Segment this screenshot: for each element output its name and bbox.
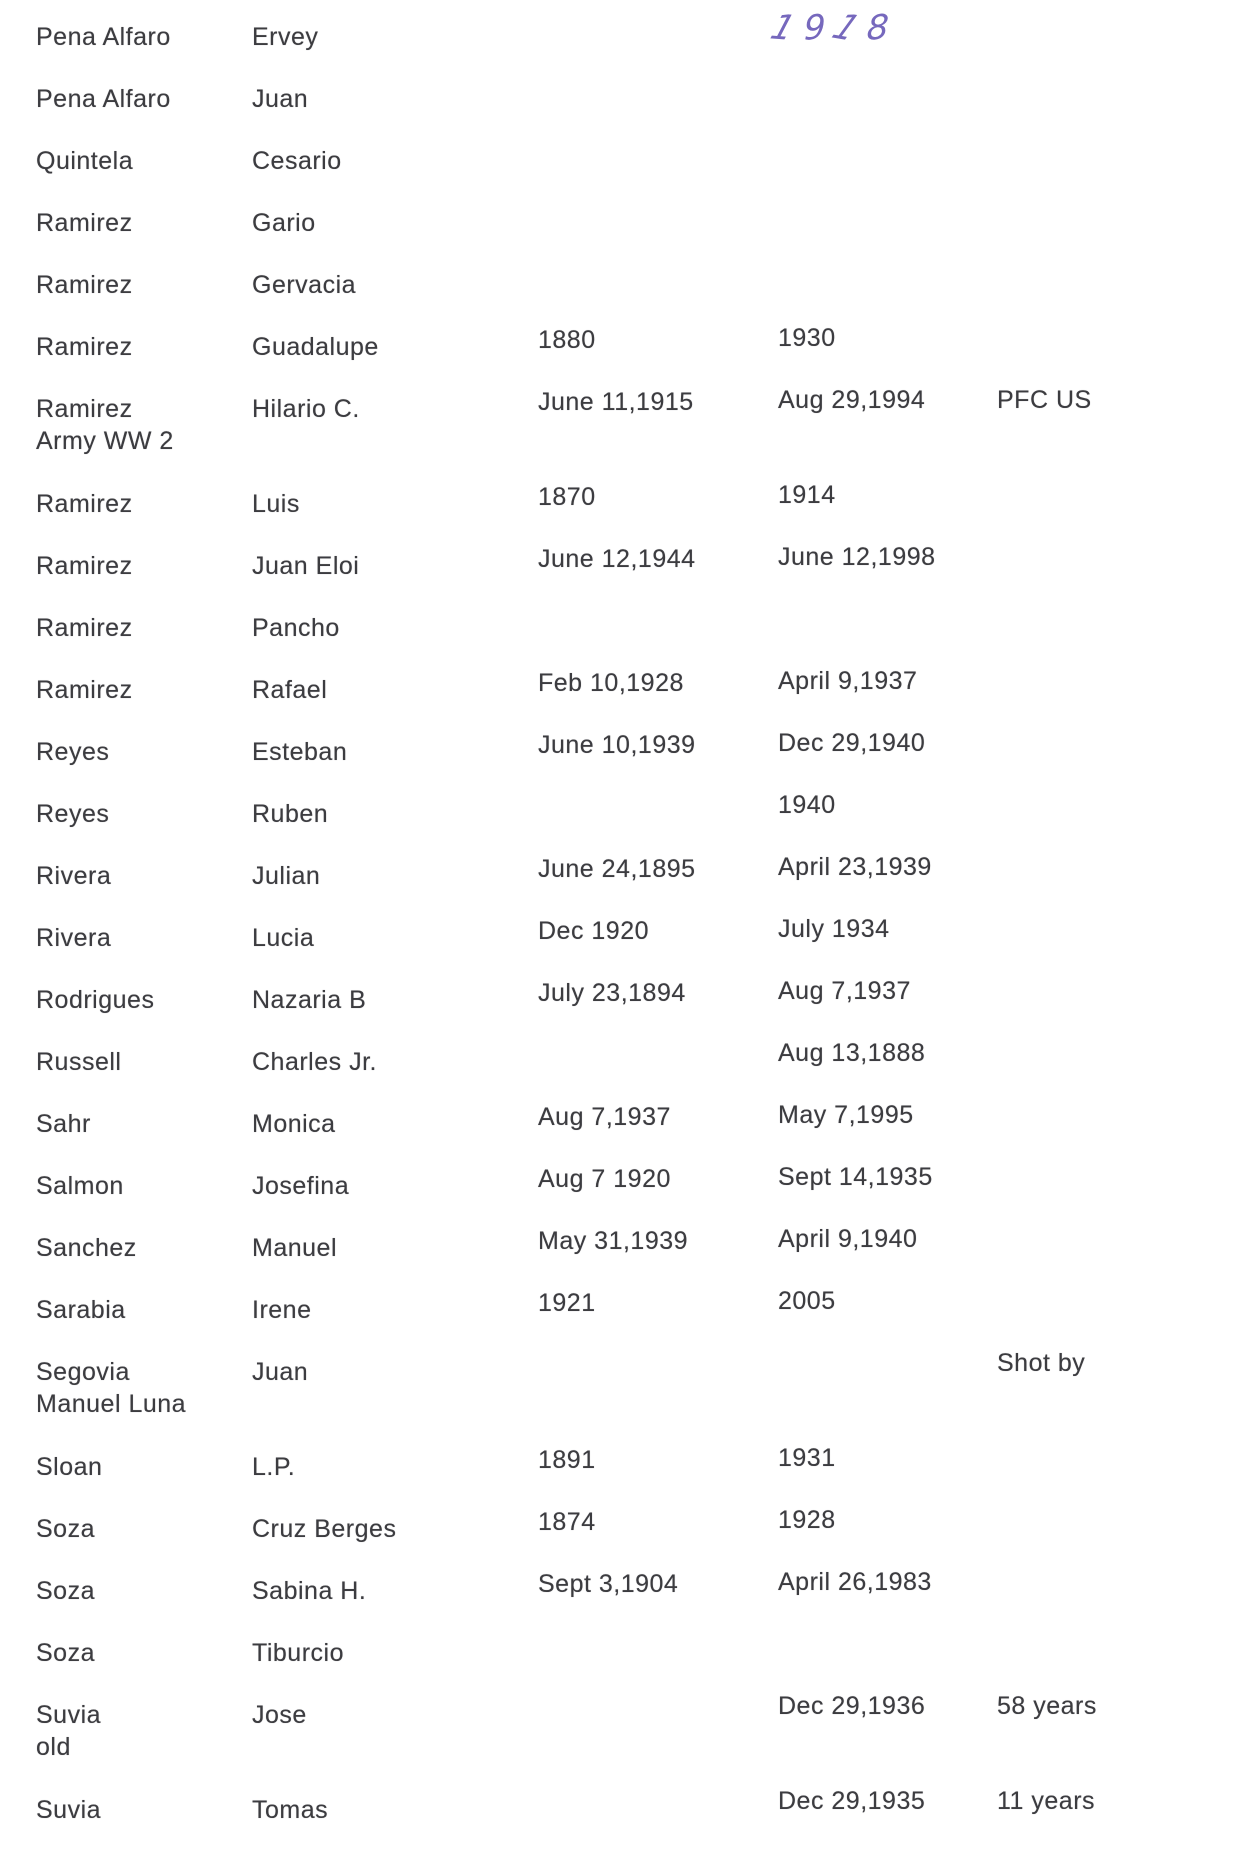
given-name-cell: Ervey: [252, 23, 319, 51]
birth-date-cell: Aug 7,1937: [538, 1103, 671, 1131]
record-row: [0, 613, 1248, 675]
note-cell: PFC US: [997, 386, 1092, 414]
surname-text: Ramirez: [36, 333, 133, 361]
surname-second-line: Manuel Luna: [36, 1390, 187, 1418]
surname-cell: [36, 208, 248, 240]
death-date-cell: April 9,1940: [778, 1225, 918, 1253]
given-name-cell: Tiburcio: [252, 1639, 344, 1667]
surname-text: Ramirez: [36, 614, 133, 642]
given-name-cell: Manuel: [252, 1234, 337, 1262]
death-date-cell: Aug 13,1888: [778, 1039, 926, 1067]
record-row: [0, 791, 1248, 861]
record-row: [0, 1568, 1248, 1638]
given-name-cell: Juan: [252, 85, 309, 113]
surname-cell: [36, 551, 248, 583]
given-name-cell: Gario: [252, 209, 316, 237]
record-row: [0, 543, 1248, 613]
death-date-cell: May 7,1995: [778, 1101, 914, 1129]
given-name-cell: Ruben: [252, 800, 329, 828]
death-date-cell: Aug 7,1937: [778, 977, 911, 1005]
surname-text: Quintela: [36, 147, 134, 175]
record-row: [0, 1787, 1248, 1857]
surname-text: Rodrigues: [36, 986, 155, 1014]
surname-cell: [36, 923, 248, 955]
record-row: [0, 1039, 1248, 1109]
surname-text: Ramirez: [36, 552, 133, 580]
surname-text: Salmon: [36, 1172, 124, 1200]
surname-text: Reyes: [36, 800, 110, 828]
surname-text: Ramirez: [36, 490, 133, 518]
birth-date-cell: July 23,1894: [538, 979, 686, 1007]
death-date-cell: 1930: [778, 324, 836, 352]
record-row: [0, 84, 1248, 146]
given-name-cell: Gervacia: [252, 271, 357, 299]
given-name-cell: Hilario C.: [252, 395, 360, 423]
birth-date-cell: Dec 1920: [538, 917, 650, 945]
surname-text: Segovia: [36, 1358, 130, 1386]
surname-cell: [36, 799, 248, 831]
birth-date-cell: June 12,1944: [538, 545, 696, 573]
record-row: [0, 1225, 1248, 1295]
handwritten-digit: 1: [825, 6, 867, 50]
death-date-cell: Dec 29,1936: [778, 1692, 926, 1720]
surname-cell: [36, 394, 248, 456]
given-name-cell: Luis: [252, 490, 300, 518]
birth-date-cell: June 11,1915: [538, 388, 694, 416]
surname-text: Soza: [36, 1577, 95, 1605]
given-name-cell: Jose: [252, 1701, 307, 1729]
surname-text: Rivera: [36, 924, 112, 952]
surname-cell: [36, 1795, 248, 1827]
surname-cell: [36, 270, 248, 302]
birth-date-cell: Sept 3,1904: [538, 1570, 679, 1598]
birth-date-cell: 1874: [538, 1508, 596, 1536]
record-row: [0, 1444, 1248, 1514]
birth-date-cell: 1921: [538, 1289, 596, 1317]
surname-text: Ramirez: [36, 209, 133, 237]
surname-cell: [36, 1452, 248, 1484]
surname-text: Ramirez: [36, 676, 133, 704]
given-name-cell: Sabina H.: [252, 1577, 367, 1605]
birth-date-cell: 1891: [538, 1446, 596, 1474]
surname-text: Sanchez: [36, 1234, 137, 1262]
surname-cell: [36, 675, 248, 707]
death-date-cell: Dec 29,1940: [778, 729, 926, 757]
record-row: [0, 1101, 1248, 1171]
handwritten-digit: 8: [865, 6, 890, 50]
surname-text: Russell: [36, 1048, 122, 1076]
surname-cell: [36, 1295, 248, 1327]
given-name-cell: Cruz Berges: [252, 1515, 397, 1543]
surname-cell: [36, 613, 248, 645]
surname-cell: [36, 332, 248, 364]
record-row: [0, 1506, 1248, 1576]
surname-second-line: old: [36, 1733, 71, 1761]
note-cell: 58 years: [997, 1692, 1097, 1720]
death-date-cell: Sept 14,1935: [778, 1163, 933, 1191]
given-name-cell: Guadalupe: [252, 333, 379, 361]
birth-date-cell: 1870: [538, 483, 596, 511]
record-row: [0, 1163, 1248, 1233]
death-date-cell: 1914: [778, 481, 836, 509]
given-name-cell: Pancho: [252, 614, 340, 642]
given-name-cell: Cesario: [252, 147, 342, 175]
note-cell: 11 years: [997, 1787, 1096, 1815]
death-date-cell: Dec 29,1935: [778, 1787, 926, 1815]
surname-text: Ramirez: [36, 271, 133, 299]
surname-cell: [36, 1171, 248, 1203]
surname-text: Suvia: [36, 1796, 102, 1824]
surname-second-line: Army WW 2: [36, 427, 174, 455]
surname-text: Sloan: [36, 1453, 103, 1481]
handwritten-digit: 1: [765, 7, 800, 49]
surname-cell: [36, 985, 248, 1017]
surname-cell: [36, 1357, 248, 1419]
record-row: [0, 270, 1248, 332]
surname-cell: [36, 861, 248, 893]
surname-cell: [36, 146, 248, 178]
death-date-cell: 2005: [778, 1287, 836, 1315]
birth-date-cell: June 10,1939: [538, 731, 696, 759]
record-row: [0, 1692, 1248, 1795]
given-name-cell: Esteban: [252, 738, 348, 766]
death-date-cell: April 9,1937: [778, 667, 918, 695]
given-name-cell: Nazaria B: [252, 986, 367, 1014]
surname-text: Ramirez: [36, 395, 133, 423]
surname-text: Rivera: [36, 862, 112, 890]
surname-cell: [36, 84, 248, 116]
birth-date-cell: 1880: [538, 326, 596, 354]
given-name-cell: Tomas: [252, 1796, 329, 1824]
death-date-cell: April 23,1939: [778, 853, 932, 881]
surname-cell: [36, 1700, 248, 1762]
death-date-cell: April 26,1983: [778, 1568, 932, 1596]
handwritten-digit: 9: [803, 7, 826, 49]
surname-text: Sahr: [36, 1110, 91, 1138]
birth-date-cell: Aug 7 1920: [538, 1165, 671, 1193]
given-name-cell: Charles Jr.: [252, 1048, 377, 1076]
surname-text: Pena Alfaro: [36, 85, 171, 113]
record-row: [0, 22, 1248, 84]
given-name-cell: L.P.: [252, 1453, 296, 1481]
surname-cell: [36, 489, 248, 521]
surname-cell: [36, 1638, 248, 1670]
record-row: [0, 208, 1248, 270]
record-row: [0, 1349, 1248, 1452]
death-date-cell: 1928: [778, 1506, 836, 1534]
death-date-cell: 1931: [778, 1444, 836, 1472]
record-row: [0, 853, 1248, 923]
record-row: [0, 667, 1248, 737]
surname-text: Soza: [36, 1639, 95, 1667]
death-date-cell: June 12,1998: [778, 543, 936, 571]
given-name-cell: Monica: [252, 1110, 336, 1138]
given-name-cell: Rafael: [252, 676, 328, 704]
birth-date-cell: June 24,1895: [538, 855, 696, 883]
given-name-cell: Julian: [252, 862, 321, 890]
given-name-cell: Irene: [252, 1296, 312, 1324]
records-list: [0, 22, 1248, 1857]
record-row: [0, 146, 1248, 208]
death-date-cell: July 1934: [778, 915, 890, 943]
record-row: [0, 977, 1248, 1047]
surname-cell: [36, 1233, 248, 1265]
record-row: [0, 481, 1248, 551]
death-date-cell: Aug 29,1994: [778, 386, 926, 414]
surname-text: Suvia: [36, 1701, 102, 1729]
record-row: [0, 386, 1248, 489]
given-name-cell: Lucia: [252, 924, 315, 952]
given-name-cell: Josefina: [252, 1172, 350, 1200]
surname-cell: [36, 1576, 248, 1608]
surname-cell: [36, 22, 248, 54]
birth-date-cell: Feb 10,1928: [538, 669, 684, 697]
death-date-cell: 1940: [778, 791, 836, 819]
surname-text: Pena Alfaro: [36, 23, 171, 51]
given-name-cell: Juan: [252, 1358, 309, 1386]
birth-date-cell: May 31,1939: [538, 1227, 689, 1255]
surname-cell: [36, 1109, 248, 1141]
record-row: [0, 915, 1248, 985]
surname-text: Reyes: [36, 738, 110, 766]
surname-cell: [36, 737, 248, 769]
record-row: [0, 729, 1248, 799]
given-name-cell: Juan Eloi: [252, 552, 360, 580]
surname-cell: [36, 1047, 248, 1079]
surname-text: Soza: [36, 1515, 95, 1543]
note-cell: Shot by: [997, 1349, 1086, 1377]
surname-cell: [36, 1514, 248, 1546]
surname-text: Sarabia: [36, 1296, 126, 1324]
